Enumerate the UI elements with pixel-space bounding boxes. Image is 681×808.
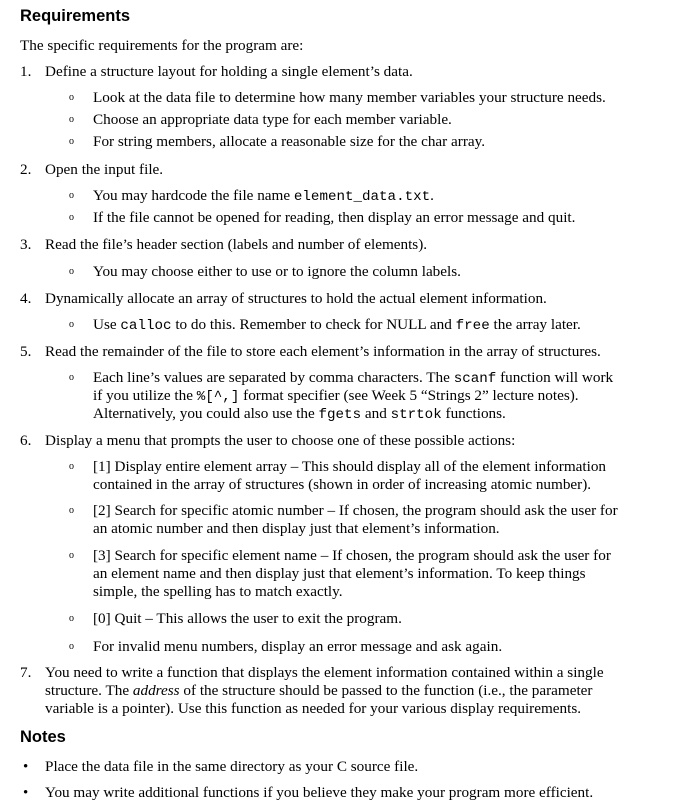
- item-text: Read the remainder of the file to store each element’s information in the array of structures.: [45, 343, 601, 360]
- sub-bullet-icon: o: [69, 136, 74, 147]
- item-text: Read the file’s header section (labels and number of elements).: [45, 236, 428, 253]
- intro-text: The specific requirements for the program are:: [20, 37, 304, 54]
- sub-bullet-icon: o: [69, 641, 74, 652]
- sub-bullet-icon: o: [69, 92, 74, 103]
- sub-bullet-icon: o: [69, 212, 74, 223]
- sub-bullet-icon: o: [69, 372, 74, 383]
- item-number: 7.: [20, 664, 32, 681]
- note-bullet-icon: •: [23, 759, 29, 775]
- sub-bullet-icon: o: [69, 461, 74, 472]
- sub-bullet-icon: o: [69, 505, 74, 516]
- sub-item-line: an atomic number and then display just that element’s information.: [93, 520, 500, 537]
- code-calloc: calloc: [120, 318, 172, 334]
- code-scanf: scanf: [453, 371, 497, 387]
- notes-heading: Notes: [20, 728, 66, 746]
- item-text: Display a menu that prompts the user to choose one of these possible actions:: [45, 432, 516, 449]
- sub-item-line: an element name and then display just that element’s information. To keep things: [93, 565, 586, 582]
- item-text: Dynamically allocate an array of structures to hold the actual element information.: [45, 290, 547, 307]
- item-line: You need to write a function that displays the element information contained within a single: [45, 664, 604, 681]
- sub-bullet-icon: o: [69, 319, 74, 330]
- sub-bullet-icon: o: [69, 613, 74, 624]
- item-number: 3.: [20, 236, 32, 253]
- item-number: 2.: [20, 161, 32, 178]
- sub-bullet-icon: o: [69, 550, 74, 561]
- sub-bullet-icon: o: [69, 190, 74, 201]
- item-line: structure. The address of the structure should be passed to the function (i.e., the parameter: [45, 682, 593, 699]
- sub-item-text: If the file cannot be opened for reading, then display an error message and quit.: [93, 209, 576, 226]
- sub-item-text: Use calloc to do this. Remember to check for NULL and free the array later.: [93, 316, 581, 334]
- item-number: 1.: [20, 63, 32, 80]
- sub-item-line: [3] Search for specific element name – If chosen, the program should ask the user for: [93, 547, 611, 564]
- sub-item-text: For invalid menu numbers, display an error message and ask again.: [93, 638, 503, 655]
- item-text: Open the input file.: [45, 161, 164, 178]
- code-fgets: fgets: [318, 407, 362, 423]
- emphasis-address: address: [132, 682, 180, 699]
- sub-item-line: contained in the array of structures (shown in order of increasing atomic number).: [93, 476, 592, 493]
- sub-item-line: Each line’s values are separated by comma characters. The scanf function will work: [93, 369, 614, 387]
- item-line: variable is a pointer). Use this function as needed for your various display requirements.: [45, 700, 582, 717]
- sub-item-text: You may choose either to use or to ignore the column labels.: [93, 263, 461, 280]
- note-bullet-icon: •: [23, 785, 29, 801]
- sub-item-line: [2] Search for specific atomic number – If chosen, the program should ask the user for: [93, 502, 618, 519]
- requirements-heading: Requirements: [20, 7, 131, 25]
- sub-item-text: Look at the data file to determine how many member variables your structure needs.: [93, 89, 606, 106]
- code-filename: element_data.txt: [293, 189, 431, 205]
- note-text: You may write additional functions if you believe they make your program more efficient.: [45, 784, 594, 801]
- sub-item-text: [0] Quit – This allows the user to exit the program.: [93, 610, 402, 627]
- item-number: 6.: [20, 432, 32, 449]
- note-text: Place the data file in the same directory as your C source file.: [45, 758, 419, 775]
- sub-item-text: You may hardcode the file name element_data.txt.: [93, 187, 434, 205]
- sub-item-line: simple, the spelling has to match exactly.: [93, 583, 343, 600]
- sub-item-text: For string members, allocate a reasonable size for the char array.: [93, 133, 486, 150]
- item-number: 4.: [20, 290, 32, 307]
- code-free: free: [455, 318, 490, 334]
- sub-bullet-icon: o: [69, 266, 74, 277]
- item-text: Define a structure layout for holding a single element’s data.: [45, 63, 413, 80]
- code-format-specifier: %[^,]: [196, 389, 240, 405]
- sub-bullet-icon: o: [69, 114, 74, 125]
- code-strtok: strtok: [390, 407, 442, 423]
- sub-item-line: [1] Display entire element array – This should display all of the element information: [93, 458, 607, 475]
- sub-item-line: Alternatively, you could also use the fgets and strtok functions.: [93, 405, 506, 423]
- sub-item-line: if you utilize the %[^,] format specifier (see Week 5 “Strings 2” lecture notes).: [93, 387, 579, 405]
- item-number: 5.: [20, 343, 32, 360]
- sub-item-text: Choose an appropriate data type for each member variable.: [93, 111, 452, 128]
